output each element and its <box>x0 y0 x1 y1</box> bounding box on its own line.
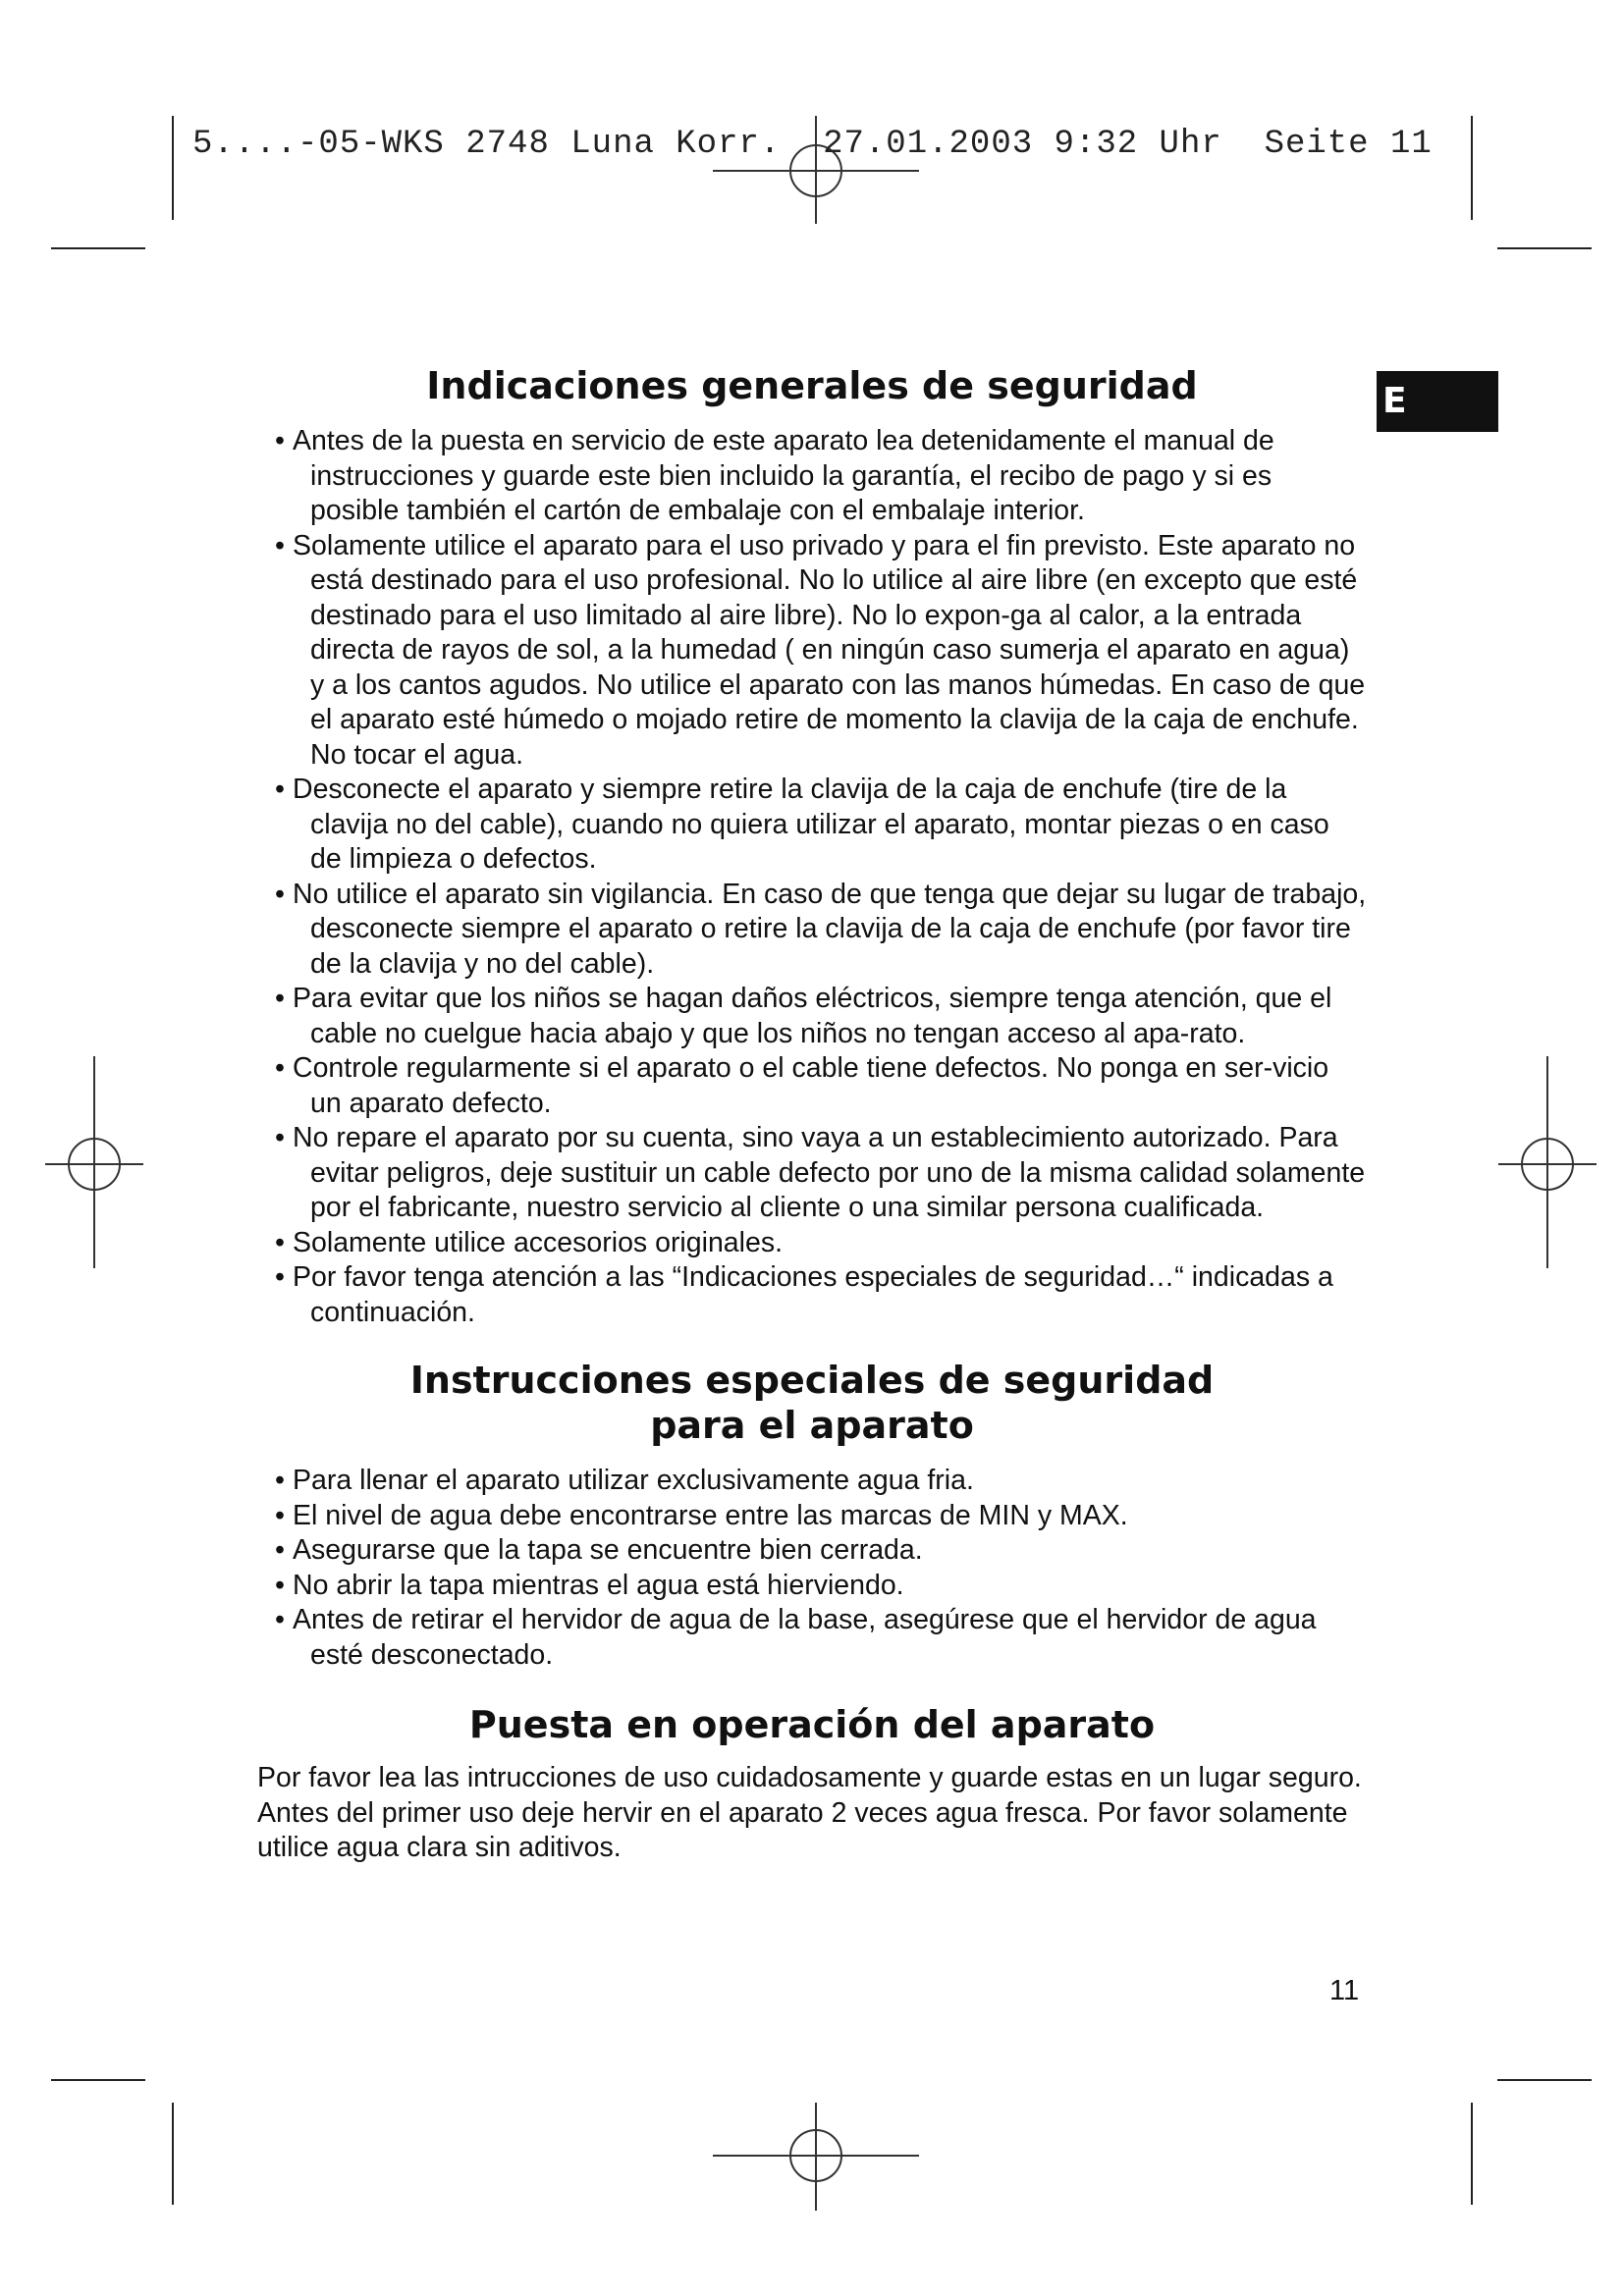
list-item: • Asegurarse que la tapa se encuentre bien cerrada. <box>275 1534 923 1566</box>
list-item: • No repare el aparato por su cuenta, sino vaya a un establecimiento autorizado. Para evitar peligros, deje sustituir un cable defecto por uno de la misma calidad solamente por el fabricante, nuestro servicio al cliente o una similar persona cualificada. <box>275 1122 1366 1223</box>
list-item: • El nivel de agua debe encontrarse entre las marcas de MIN y MAX. <box>275 1499 1128 1531</box>
list-item: • Desconecte el aparato y siempre retire la clavija de la caja de enchufe (tire de la clavija no del cable), cuando no quiera utilizar el aparato, montar piezas o en caso de limpieza o defectos. <box>275 774 1329 875</box>
crop-mark-top-left-v <box>172 116 174 220</box>
crop-mark-bottom-right-v <box>1471 2103 1473 2205</box>
crop-mark-bottom-left-v <box>172 2103 174 2205</box>
list-item: • No utilice el aparato sin vigilancia. En caso de que tenga que dejar su lugar de trabajo, desconecte siempre el aparato o retire la clavija de la caja de enchufe (por favor tire de la clavija y no del cable). <box>275 878 1367 980</box>
general-safety-list <box>257 424 1367 1330</box>
registration-mark-right-icon <box>1498 1056 1597 1268</box>
list-item: • Antes de la puesta en servicio de este aparato lea detenidamente el manual de instrucciones y guarde este bien incluido la garantía, el recibo de pago y si es posible también el cartón de embalaje con el embalaje interior. <box>275 425 1274 526</box>
page-content <box>257 363 1367 1866</box>
crop-mark-bottom-left-h <box>51 2079 145 2081</box>
list-item: • Antes de retirar el hervidor de agua de la base, asegúrese que el hervidor de agua esté desconectado. <box>275 1604 1317 1671</box>
list-item: • No abrir la tapa mientras el agua está hierviendo. <box>275 1569 904 1601</box>
section-title-general: Indicaciones generales de seguridad <box>426 364 1198 407</box>
list-item: • Por favor tenga atención a las “Indicaciones especiales de seguridad…“ indicadas a continuación. <box>275 1261 1333 1328</box>
special-safety-list <box>257 1464 1367 1673</box>
crop-mark-top-right-h <box>1497 247 1592 249</box>
crop-mark-top-right-v <box>1471 116 1473 220</box>
crop-mark-bottom-right-h <box>1497 2079 1592 2081</box>
registration-mark-bottom-icon <box>713 2103 919 2211</box>
list-item: • Para evitar que los niños se hagan daños eléctricos, siempre tenga atención, que el cable no cuelgue hacia abajo y que los niños no tengan acceso al apa-rato. <box>275 983 1332 1049</box>
section-title-special-line1: Instrucciones especiales de seguridad <box>409 1359 1215 1402</box>
section-title-special <box>257 1358 1367 1448</box>
language-tab: E <box>1377 371 1498 432</box>
list-item: • Solamente utilice accesorios originales. <box>275 1226 784 1258</box>
list-item: • Para llenar el aparato utilizar exclusivamente agua fria. <box>275 1465 974 1496</box>
registration-mark-left-icon <box>45 1056 143 1268</box>
operation-paragraph: Por favor lea las intrucciones de uso cuidadosamente y guarde estas en un lugar seguro. Antes del primer uso deje hervir en el aparato 2 veces agua fresca. Por favor solamente utilice agua clara sin aditivos. <box>257 1762 1362 1863</box>
section-title-special-line2: para el aparato <box>650 1404 974 1447</box>
page-number: 11 <box>1329 1975 1360 2006</box>
crop-mark-top-left-h <box>51 247 145 249</box>
section-title-operation: Puesta en operación del aparato <box>468 1703 1156 1746</box>
list-item: • Controle regularmente si el aparato o el cable tiene defectos. No ponga en ser-vicio un aparato defecto. <box>275 1052 1329 1119</box>
list-item: • Solamente utilice el aparato para el uso privado y para el fin previsto. Este aparato no está destinado para el uso profesional. No lo utilice al aire libre (en excepto que esté destinado para el uso limitado al aire libre). No lo expon-ga al calor, a la entrada directa de rayos de sol, a la humedad ( en ningún caso sumerja el aparato en agua) y a los cantos agudos. No utilice el aparato con las manos húmedas. En caso de que el aparato esté húmedo o mojado retire de momento la clavija de la caja de enchufe. No tocar el agua. <box>275 529 1366 771</box>
print-slug: 5....-05-WKS 2748 Luna Korr. 27.01.2003 9:32 Uhr Seite 11 <box>192 126 1433 163</box>
